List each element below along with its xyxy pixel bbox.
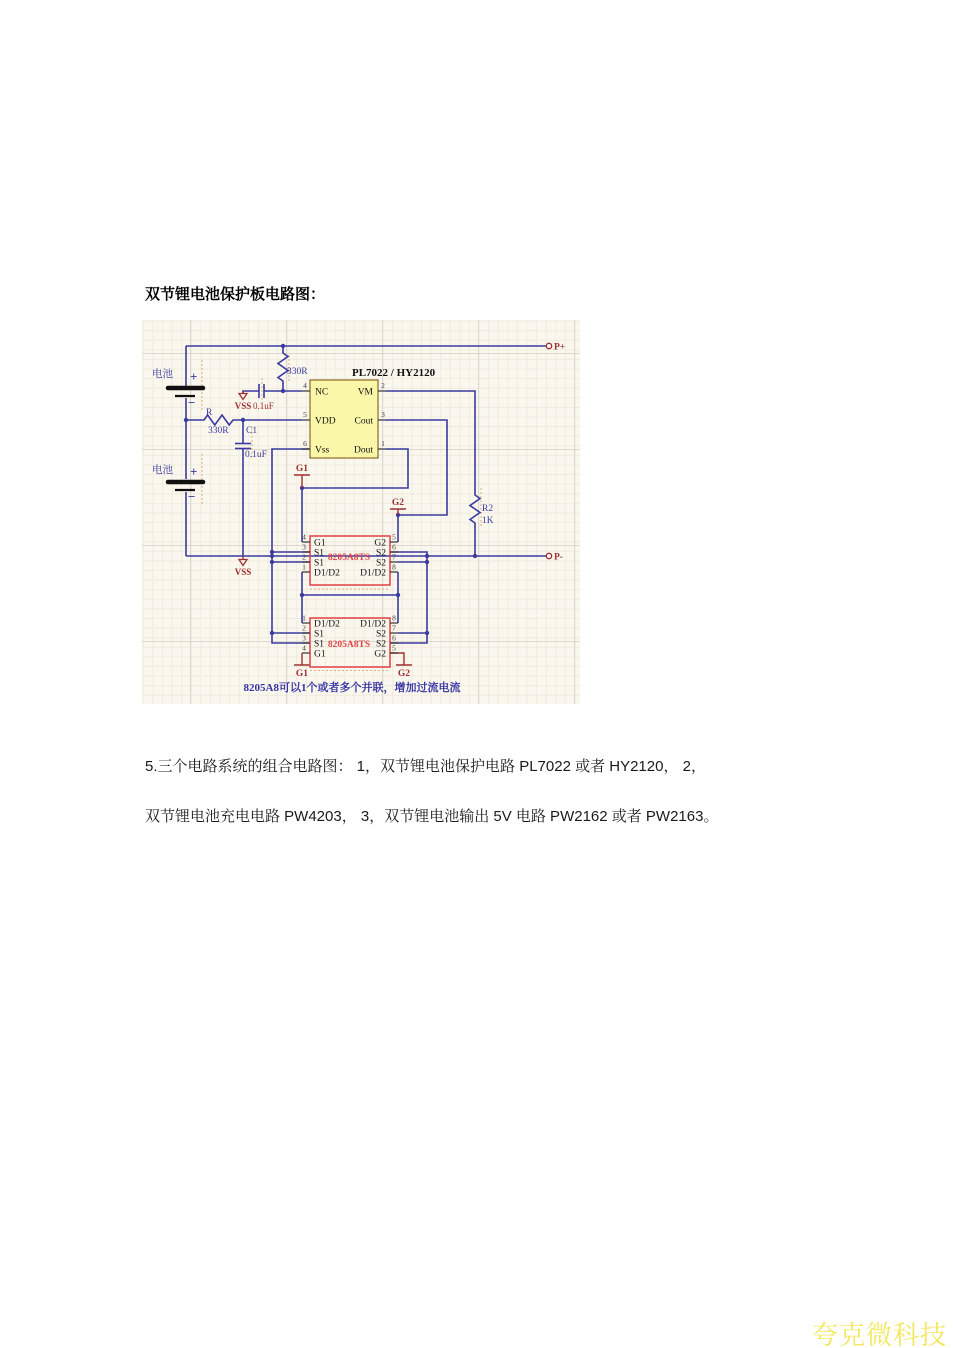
ic-name: 8205A8TS — [327, 553, 371, 563]
minus-sign: − — [188, 395, 196, 410]
paragraph-line-2: 双节锂电池充电电路 PW4203， 3，双节锂电池输出 5V 电路 PW2162 或者 PW2163。 — [145, 808, 719, 825]
svg-text:1: 1 — [302, 562, 306, 572]
svg-text:D1/D2: D1/D2 — [314, 619, 340, 630]
svg-text:4: 4 — [302, 532, 306, 542]
terminal-p-plus — [546, 343, 565, 353]
resistor-series-value: 330R — [208, 426, 229, 436]
ic-8205-top — [302, 533, 398, 586]
minus-sign: − — [188, 489, 196, 504]
terminal-p-minus — [546, 553, 563, 563]
resistor-series-name: R — [206, 408, 213, 418]
ic-pl7022 — [302, 367, 436, 458]
svg-text:Vss: Vss — [315, 445, 330, 456]
resistor-r2-value: 1K — [482, 516, 494, 526]
vss-label: VSS — [234, 567, 252, 577]
cap-c1-value: 0.1uF — [245, 450, 267, 460]
svg-text:S2: S2 — [375, 548, 386, 559]
svg-text:6: 6 — [392, 542, 396, 552]
svg-text:5: 5 — [392, 532, 396, 542]
svg-text:G1: G1 — [314, 538, 326, 549]
svg-text:7: 7 — [392, 552, 396, 562]
svg-text:VDD: VDD — [315, 416, 336, 427]
schematic-canvas — [142, 320, 580, 704]
plus-sign: + — [190, 464, 198, 479]
paragraph-line-1: 5.三个电路系统的组合电路图： 1，双节锂电池保护电路 PL7022 或者 HY2120， 2， — [145, 758, 706, 775]
vss-symbol-bottom — [235, 556, 252, 577]
plus-sign: + — [190, 369, 198, 384]
svg-text:2: 2 — [302, 623, 306, 633]
svg-text:S1: S1 — [314, 558, 325, 569]
svg-text:S2: S2 — [375, 558, 386, 569]
svg-text:5: 5 — [392, 643, 396, 653]
svg-text:2: 2 — [302, 552, 306, 562]
svg-text:P+: P+ — [554, 342, 566, 353]
svg-text:7: 7 — [392, 623, 396, 633]
vss-symbol-top — [235, 391, 252, 411]
net-label-g1-bottom — [294, 653, 310, 679]
svg-text:P-: P- — [554, 552, 563, 563]
svg-text:G1: G1 — [295, 669, 309, 679]
svg-text:3: 3 — [302, 633, 306, 643]
net-label-g1 — [294, 464, 310, 488]
battery-label: 电池 — [152, 465, 173, 476]
schematic-caption: 8205A8可以1个或者多个并联，增加过流电流 — [243, 682, 461, 694]
svg-text:8: 8 — [392, 562, 396, 572]
svg-text:S1: S1 — [314, 639, 325, 650]
svg-text:Cout: Cout — [354, 416, 373, 427]
svg-text:4: 4 — [302, 643, 306, 653]
battery-label: 电池 — [152, 369, 173, 380]
svg-text:S2: S2 — [375, 629, 386, 640]
net-label-g2 — [390, 498, 406, 515]
svg-text:G1: G1 — [295, 464, 309, 474]
resistor-top-value: 330R — [287, 367, 308, 377]
battery-1 — [152, 367, 203, 410]
svg-text:VM: VM — [357, 387, 373, 398]
battery-2 — [152, 463, 203, 504]
svg-text:1: 1 — [381, 439, 385, 448]
svg-text:8: 8 — [392, 613, 396, 623]
svg-text:G2: G2 — [374, 649, 386, 660]
net-label-g2-bottom — [390, 653, 412, 679]
svg-text:6: 6 — [303, 439, 307, 448]
svg-text:S1: S1 — [314, 548, 325, 559]
watermark: 夸克微科技 — [812, 1320, 948, 1348]
cap-top-value: 0.1uF — [253, 401, 274, 411]
svg-text:5: 5 — [303, 410, 307, 419]
svg-text:G2: G2 — [374, 538, 386, 549]
schematic-figure — [142, 320, 580, 704]
svg-text:S2: S2 — [375, 639, 386, 650]
cap-c1-name: C1 — [246, 426, 258, 436]
svg-text:D1/D2: D1/D2 — [360, 619, 386, 630]
vss-label: VSS — [234, 401, 252, 411]
svg-text:NC: NC — [315, 387, 329, 398]
resistor-r2-name: R2 — [482, 504, 494, 514]
svg-text:D1/D2: D1/D2 — [360, 568, 386, 579]
svg-text:3: 3 — [302, 542, 306, 552]
svg-text:G2: G2 — [397, 669, 411, 679]
svg-text:3: 3 — [381, 410, 385, 419]
page-title: 双节锂电池保护板电路图： — [145, 286, 326, 303]
svg-text:S1: S1 — [314, 629, 325, 640]
svg-text:6: 6 — [392, 633, 396, 643]
svg-text:2: 2 — [381, 381, 385, 390]
svg-text:1: 1 — [302, 613, 306, 623]
ic-title: PL7022 / HY2120 — [352, 367, 436, 379]
svg-text:G1: G1 — [314, 649, 326, 660]
svg-text:Dout: Dout — [354, 445, 373, 456]
svg-text:G2: G2 — [391, 498, 405, 508]
svg-text:4: 4 — [303, 381, 307, 390]
svg-text:D1/D2: D1/D2 — [314, 568, 340, 579]
ic-name: 8205A8TS — [327, 640, 371, 650]
ic-8205-bottom — [302, 614, 398, 668]
